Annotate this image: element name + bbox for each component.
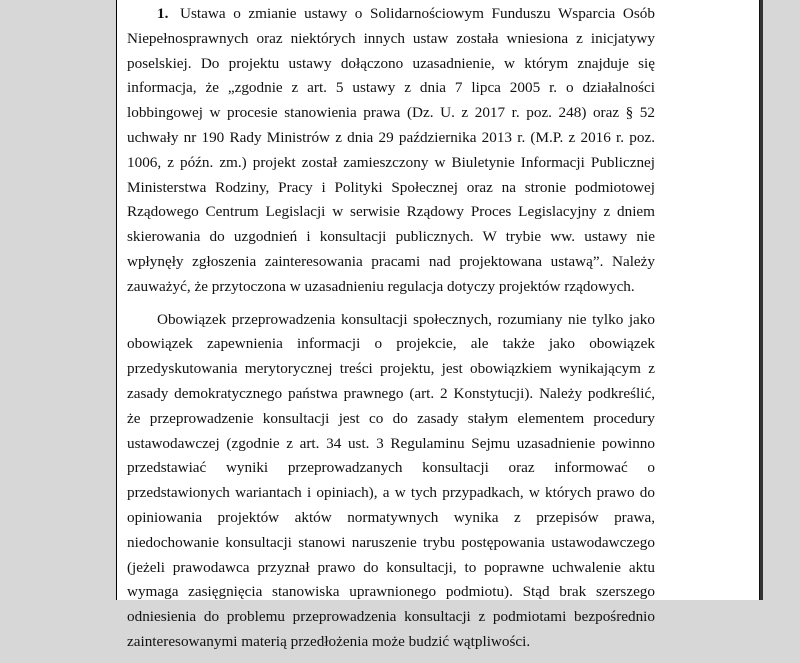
paragraph-2: [127, 308, 655, 655]
page-content: [127, 2, 655, 663]
paragraph-number: 1.: [157, 5, 169, 22]
paragraph-text: Obowiązek przeprowadzenia konsultacji społecznych, rozumiany nie tylko jako obowiązek zapewnienia informacji o projekcie, ale także jako obowiązek przedyskutowania merytorycznej treści projektu, jest obowiązkiem wynikającym z zasady demokratycznego państwa prawnego (art. 2 Konstytucji). Należy podkreślić, że przeprowadzenie konsultacji jest co do zasady stałym elementem procedury ustawodawczej (zgodnie z art. 34 ust. 3 Regulaminu Sejmu uzasadnienie powinno przedstawiać wyniki przeprowadzanych konsultacji oraz informować o przedstawionych wariantach i opiniach), a w tych przypadkach, w których prawo do opiniowania projektów aktów normatywnych wynika z przepisów prawa, niedochowanie konsultacji stanowi naruszenie trybu postępowania ustawodawczego (jeżeli prawodawca przyznał prawo do konsultacji, to poprawne uchwalenie aktu wymaga zasięgnięcia stanowiska uprawnionego podmiotu). Stąd brak szerszego odniesienia do problemu przeprowadzenia konsultacji z podmiotami bezpośrednio zainteresowanymi materią przedłożenia może budzić wątpliwości.: [127, 310, 655, 650]
document-page: [116, 0, 760, 650]
paragraph-1: [127, 2, 655, 300]
paragraph-text: Ustawa o zmianie ustawy o Solidarnościowym Funduszu Wsparcia Osób Niepełnosprawnych oraz niektórych innych ustaw została wniesiona z inicjatywy poselskiej. Do projektu ustawy dołączono uzasadnienie, w którym znajduje się informacja, że „zgodnie z art. 5 ustawy z dnia 7 lipca 2005 r. o działalności lobbingowej w procesie stanowienia prawa (Dz. U. z 2017 r. poz. 248) oraz § 52 uchwały nr 190 Rady Ministrów z dnia 29 października 2013 r. (M.P. z 2016 r. poz. 1006, z późn. zm.) projekt został zamieszczony w Biuletynie Informacji Publicznej Ministerstwa Rodziny, Pracy i Polityki Społecznej oraz na stronie podmiotowej Rządowego Centrum Legislacji w serwisie Rządowy Proces Legislacyjny z dniem skierowania do uzgodnień i konsultacji publicznych. W trybie ww. ustawy nie wpłynęły zgłoszenia zainteresowania pracami nad projektowana ustawą”. Należy zauważyć, że przytoczona w uzasadnieniu regulacja dotyczy projektów rządowych.: [127, 5, 655, 295]
